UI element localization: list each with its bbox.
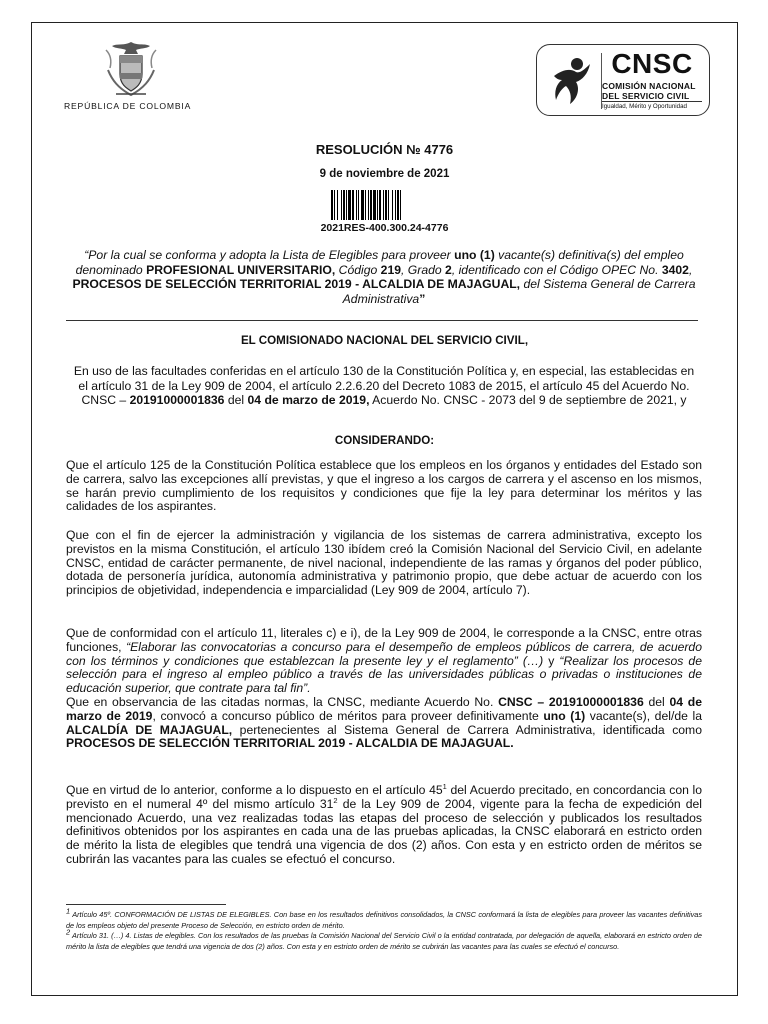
- cnsc-logo: [536, 44, 710, 116]
- paragraph-1: Que el artículo 125 de la Constitución Política establece que los empleos en los órganos y entidades del Estado son de carrera, salvo las excepciones allí previstas, y que el ingreso a los cargos de carrera y el ascenso en los mismos, se harán previo cumplimiento de los requisitos y condiciones que fije la ley para determinar los méritos y las calidades de los aspirantes.: [66, 458, 702, 514]
- barcode-bar: [397, 190, 399, 220]
- barcode-bar: [356, 190, 357, 220]
- divider: [66, 320, 698, 321]
- resolution-title: RESOLUCIÓN № 4776: [315, 142, 454, 157]
- footnote-1: $^1$ Artículo 45º. CONFORMACIÓN DE LISTAS DE ELEGIBLES. Con base en los resultados definitivos consolidados, la CNSC conformará la lista de elegibles para proveer las vacantes definitivas de los empleos objeto del presente Proceso de Selección, en estricto orden de mérito.: [66, 906, 702, 930]
- considerando-heading: CONSIDERANDO:: [334, 434, 435, 447]
- logo-name-line1: COMISIÓN NACIONAL: [602, 81, 696, 91]
- resolution-subject: “Por la cual se conforma y adopta la Lista de Elegibles para proveer uno (1) vacante(s) definitiva(s) del empleo denominado PROFESIONAL UNIVERSITARIO, Código 219, Grado 2, identificado con el Código OPEC No. 3402, PROCESOS DE SELECCIÓN TERRITORIAL 2019 - ALCALDIA DE MAJAGUAL, del Sistema General de Carrera Administrativa”: [72, 248, 696, 306]
- coat-of-arms-icon: [98, 40, 164, 100]
- barcode-bar: [331, 190, 333, 220]
- logo-name-line2: DEL SERVICIO CIVIL: [602, 91, 690, 101]
- authority-heading: EL COMISIONADO NACIONAL DEL SERVICIO CIVIL,: [240, 334, 529, 347]
- footnote-divider: [66, 904, 226, 905]
- footnotes: [66, 906, 702, 952]
- logo-rule: [602, 101, 702, 102]
- barcode-bar: [385, 190, 387, 220]
- barcode-bar: [341, 190, 342, 220]
- barcode-bar: [383, 190, 384, 220]
- barcode-bar: [358, 190, 359, 220]
- republica-label: REPÚBLICA DE COLOMBIA: [64, 101, 192, 111]
- barcode-bar: [388, 190, 389, 220]
- barcode-bar: [352, 190, 354, 220]
- barcode-bar: [400, 190, 401, 220]
- facultades-paragraph: En uso de las facultades conferidas en el artículo 130 de la Constitución Política y, en especial, las establecidas en el artículo 31 de la Ley 909 de 2004, el artículo 2.2.6.20 del Decreto 1083 de 2015, el artículo 45 del Acuerdo No. CNSC – 20191000001836 del 04 de marzo de 2019, Acuerdo No. CNSC - 2073 del 9 de septiembre de 2021, y: [73, 364, 695, 407]
- paragraph-2: Que con el fin de ejercer la administración y vigilancia de los sistemas de carrera administrativa, excepto los previstos en la misma Constitución, el artículo 130 ibídem creó la Comisión Nacional del Servicio Civil, en adelante CNSC, entidad de carácter permanente, de nivel nacional, independiente de las ramas y órganos del poder público, dotada de personería jurídica, autonomía administrativa y patrimonio propio, que debe actuar de acuerdo con los principios de objetividad, independencia e imparcialidad (Ley 909 de 2004, artículo 7).: [66, 528, 702, 598]
- barcode-bar: [365, 190, 366, 220]
- barcode-bar: [370, 190, 372, 220]
- barcode-bar: [361, 190, 364, 220]
- footnote-2: $^2$ Artículo 31. (…) 4. Listas de elegibles. Con los resultados de las pruebas la Comisión Nacional del Servicio Civil o la entidad contratada, por delegación de aquella, elaborará en estricto orden de mérito la lista de elegibles que tendrá una vigencia de dos (2) años. Con esta y en estricto orden de mérito se cubrirán las vacantes para las cuales se efectuó el concurso.: [66, 927, 702, 951]
- barcode-bar: [377, 190, 378, 220]
- barcode-bar: [395, 190, 396, 220]
- paragraph-4: Que en virtud de lo anterior, conforme a lo dispuesto en el artículo $45^1$ del Acuerdo precitado, en concordancia con lo previsto en el numeral 4º del mismo artículo $31^2$ de la Ley 909 de 2004, vigente para la fecha de expedición del mencionado Acuerdo, una vez realizadas todas las etapas del proceso de selección y publicados los resultados definitivos obtenidos por los aspirantes en cada una de las pruebas aplicadas, la CNSC elaborará en estricto orden de mérito la lista de elegibles que tendrá una vigencia de dos (2) años. Con esta y en estricto orden de méritos se cubrirán las vacantes para las cuales se efectuó el concurso.: [66, 781, 703, 866]
- paragraph-3: Que de conformidad con el artículo 11, literales c) e i), de la Ley 909 de 2004, le corresponde a la CNSC, entre otras funciones, “Elaborar las convocatorias a concurso para el desempeño de empleos públicos de carrera, de acuerdo con los términos y condiciones que establezcan la presente ley y el reglamento” (…) y “Realizar los procesos de selección para el ingreso al empleo público a través de las universidades públicas o privadas o instituciones de educación superior, que contrate para tal fin”. Que en observancia de las citadas normas, la CNSC, mediante Acuerdo No. CNSC – 20191000001836 del 04 de marzo de 2019, convocó a concurso público de méritos para proveer definitivamente uno (1) vacante(s), del/de la ALCALDÍA DE MAJAGUAL, pertenecientes al Sistema General de Carrera Administrativa, identificada como PROCESOS DE SELECCIÓN TERRITORIAL 2019 - ALCALDIA DE MAJAGUAL.: [66, 626, 702, 751]
- logo-tagline: Igualdad, Mérito y Oportunidad: [602, 103, 687, 110]
- logo-acronym: CNSC: [611, 48, 693, 79]
- barcode-bar: [348, 190, 351, 220]
- barcode-bar: [346, 190, 347, 220]
- cnsc-figure-icon: [546, 54, 596, 108]
- resolution-code: 2021RES-400.300.24-4776: [320, 222, 449, 234]
- barcode-bar: [379, 190, 381, 220]
- barcode-bar: [334, 190, 335, 220]
- barcode-bar: [373, 190, 376, 220]
- barcode-bar: [368, 190, 369, 220]
- barcode-bar: [392, 190, 393, 220]
- barcode-icon: [330, 190, 438, 220]
- barcode-bar: [343, 190, 345, 220]
- resolution-date: 9 de noviembre de 2021: [319, 168, 450, 180]
- barcode-bar: [337, 190, 338, 220]
